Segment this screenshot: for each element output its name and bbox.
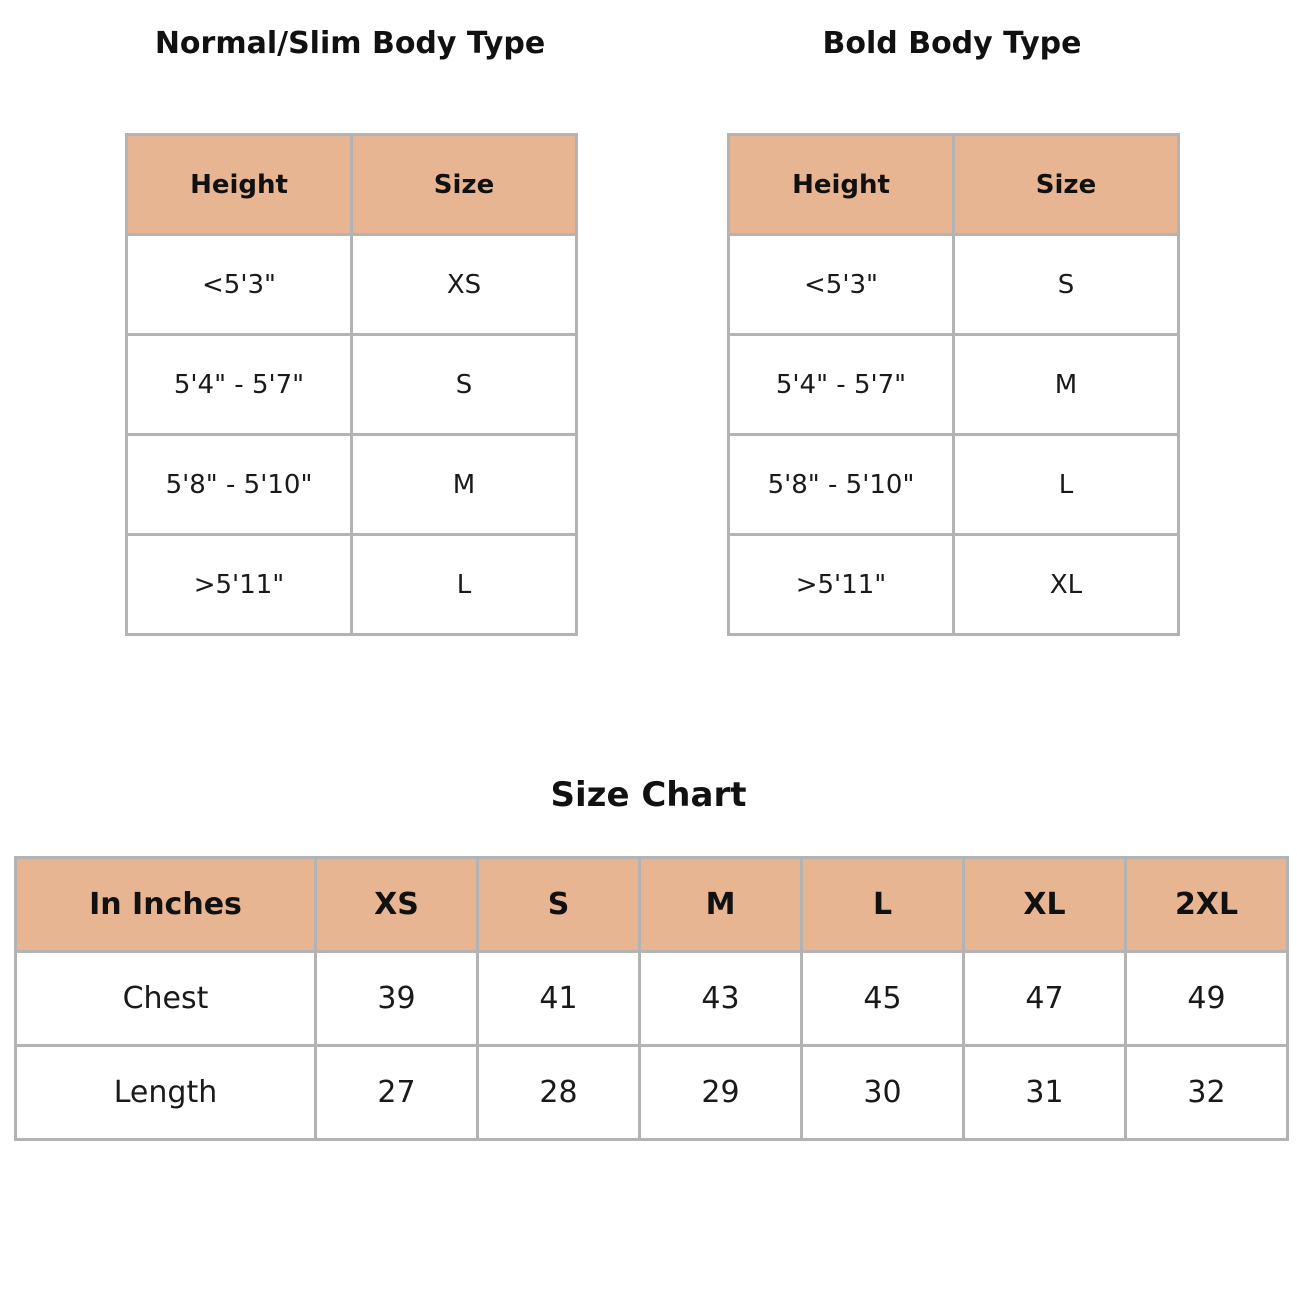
size-cell: L [352,535,577,635]
table-row [127,235,577,335]
size-header: Size [352,135,577,235]
bold-size-table [727,133,1180,636]
size-header-xs: XS [316,858,478,952]
measurement-label: Length [16,1046,316,1140]
table-row [127,535,577,635]
height-cell: 5'8" - 5'10" [729,435,954,535]
height-header: Height [729,135,954,235]
height-cell: <5'3" [127,235,352,335]
table-row [729,235,1179,335]
table-row [16,952,1288,1046]
measurement-value: 47 [964,952,1126,1046]
measurement-value: 32 [1126,1046,1288,1140]
slim-size-table [125,133,578,636]
height-cell: <5'3" [729,235,954,335]
size-header-xl: XL [964,858,1126,952]
table-header-row [16,858,1288,952]
measurement-value: 27 [316,1046,478,1140]
measurement-value: 45 [802,952,964,1046]
measurement-value: 31 [964,1046,1126,1140]
table-header-row [127,135,577,235]
height-cell: >5'11" [127,535,352,635]
measurement-label: Chest [16,952,316,1046]
measurement-value: 39 [316,952,478,1046]
size-cell: S [352,335,577,435]
size-cell: XS [352,235,577,335]
height-cell: 5'4" - 5'7" [127,335,352,435]
table-row [127,435,577,535]
measurement-value: 29 [640,1046,802,1140]
size-header-l: L [802,858,964,952]
measurement-value: 41 [478,952,640,1046]
size-chart-title: Size Chart [550,775,747,815]
measurement-value: 28 [478,1046,640,1140]
unit-header: In Inches [16,858,316,952]
size-cell: L [954,435,1179,535]
size-header-s: S [478,858,640,952]
size-cell: M [954,335,1179,435]
table-row [729,335,1179,435]
table-row [127,335,577,435]
size-header: Size [954,135,1179,235]
size-header-m: M [640,858,802,952]
height-cell: 5'4" - 5'7" [729,335,954,435]
size-chart-table [14,856,1289,1141]
table-row [729,535,1179,635]
height-header: Height [127,135,352,235]
measurement-value: 49 [1126,952,1288,1046]
measurement-value: 43 [640,952,802,1046]
size-cell: XL [954,535,1179,635]
slim-body-type-title: Normal/Slim Body Type [154,26,546,61]
size-header-2xl: 2XL [1126,858,1288,952]
height-cell: 5'8" - 5'10" [127,435,352,535]
table-header-row [729,135,1179,235]
bold-body-type-title: Bold Body Type [822,26,1082,61]
table-row [729,435,1179,535]
table-row [16,1046,1288,1140]
height-cell: >5'11" [729,535,954,635]
size-cell: S [954,235,1179,335]
measurement-value: 30 [802,1046,964,1140]
size-cell: M [352,435,577,535]
